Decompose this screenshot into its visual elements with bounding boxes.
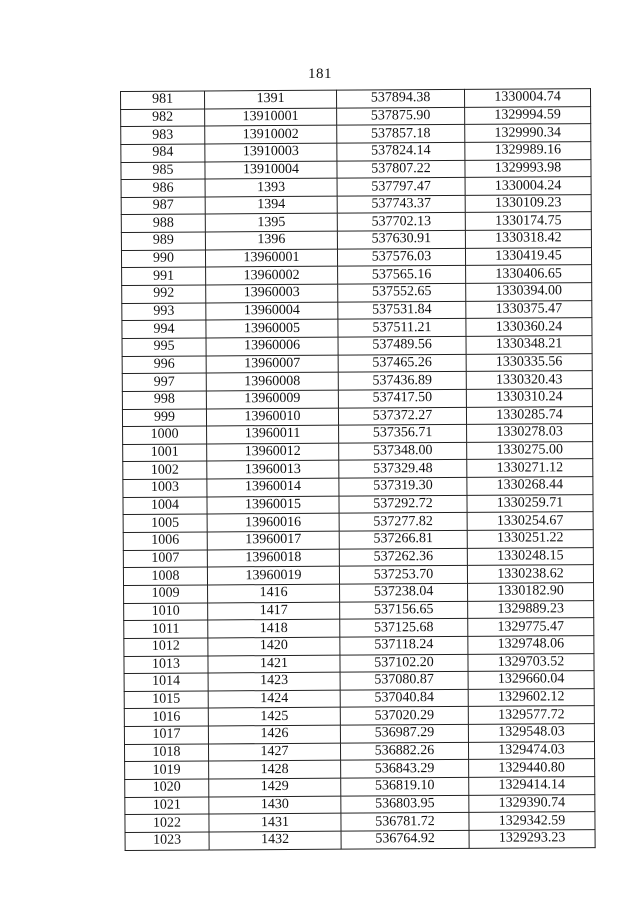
row-index-cell: 1013 [124,655,208,673]
x-coordinate-cell: 537080.87 [340,672,468,690]
row-index-cell: 1018 [124,744,208,762]
x-coordinate-cell: 537156.65 [340,601,468,619]
point-id-cell: 1423 [208,672,340,690]
point-id-cell: 1421 [208,655,340,673]
point-id-cell: 1432 [209,831,341,849]
point-id-cell: 13960003 [206,284,338,302]
x-coordinate-cell: 536882.26 [340,742,468,760]
x-coordinate-cell: 537238.04 [340,583,468,601]
point-id-cell: 13960010 [206,408,338,426]
x-coordinate-cell: 537875.90 [337,107,465,125]
x-coordinate-cell: 537630.91 [337,231,465,249]
y-coordinate-cell: 1329660.04 [468,671,594,689]
row-index-cell: 1000 [123,426,207,444]
x-coordinate-cell: 537372.27 [338,407,466,425]
y-coordinate-cell: 1330182.90 [468,583,594,601]
y-coordinate-cell: 1330259.71 [467,494,593,512]
point-id-cell: 1394 [205,196,337,214]
x-coordinate-cell: 537292.72 [339,495,467,513]
x-coordinate-cell: 537489.56 [338,336,466,354]
y-coordinate-cell: 1330375.47 [466,300,592,318]
point-id-cell: 1424 [208,690,340,708]
point-id-cell: 13960016 [207,514,339,532]
x-coordinate-cell: 537348.00 [339,442,467,460]
row-index-cell: 1016 [124,708,208,726]
row-index-cell: 1020 [125,779,209,797]
point-id-cell: 13960017 [207,531,339,549]
x-coordinate-cell: 537807.22 [337,160,465,178]
x-coordinate-cell: 537565.16 [338,266,466,284]
x-coordinate-cell: 537531.84 [338,301,466,319]
x-coordinate-cell: 537552.65 [338,283,466,301]
y-coordinate-cell: 1330248.15 [467,547,593,565]
point-id-cell: 13960013 [207,461,339,479]
row-index-cell: 1023 [125,832,209,850]
row-index-cell: 1007 [123,550,207,568]
row-index-cell: 988 [121,214,205,232]
y-coordinate-cell: 1330285.74 [466,406,592,424]
x-coordinate-cell: 537436.89 [338,372,466,390]
x-coordinate-cell: 537319.30 [339,477,467,495]
y-coordinate-cell: 1330271.12 [467,459,593,477]
y-coordinate-cell: 1329390.74 [469,794,595,812]
point-id-cell: 13960019 [207,566,339,584]
row-index-cell: 997 [122,373,206,391]
y-coordinate-cell: 1330254.67 [467,512,593,530]
row-index-cell: 996 [122,356,206,374]
row-index-cell: 987 [121,197,205,215]
x-coordinate-cell: 536764.92 [341,830,469,848]
row-index-cell: 1009 [124,585,208,603]
row-index-cell: 981 [121,91,205,109]
row-index-cell: 1015 [124,691,208,709]
y-coordinate-cell: 1329548.03 [468,724,594,742]
y-coordinate-cell: 1329414.14 [469,777,595,795]
row-index-cell: 1005 [123,514,207,532]
point-id-cell: 13960012 [207,443,339,461]
x-coordinate-cell: 537277.82 [339,513,467,531]
y-coordinate-cell: 1330268.44 [467,477,593,495]
page-number: 181 [308,66,332,82]
y-coordinate-cell: 1329989.16 [465,142,591,160]
row-index-cell: 1006 [123,532,207,550]
row-index-cell: 994 [122,320,206,338]
y-coordinate-cell: 1330004.24 [465,177,591,195]
row-index-cell: 1004 [123,497,207,515]
point-id-cell: 1425 [208,708,340,726]
x-coordinate-cell: 537797.47 [337,178,465,196]
point-id-cell: 13960005 [206,320,338,338]
y-coordinate-cell: 1330238.62 [467,565,593,583]
y-coordinate-cell: 1329342.59 [469,812,595,830]
y-coordinate-cell: 1330335.56 [466,353,592,371]
row-index-cell: 999 [122,409,206,427]
x-coordinate-cell: 537125.68 [340,619,468,637]
row-index-cell: 992 [122,285,206,303]
x-coordinate-cell: 537417.50 [338,389,466,407]
x-coordinate-cell: 537329.48 [339,460,467,478]
y-coordinate-cell: 1329990.34 [465,124,591,142]
point-id-cell: 1427 [208,743,340,761]
y-coordinate-cell: 1329889.23 [468,600,594,618]
x-coordinate-cell: 536987.29 [340,724,468,742]
row-index-cell: 1014 [124,673,208,691]
x-coordinate-cell: 537118.24 [340,636,468,654]
point-id-cell: 1395 [205,214,337,232]
row-index-cell: 1019 [125,761,209,779]
y-coordinate-cell: 1330318.42 [465,230,591,248]
point-id-cell: 13960018 [207,549,339,567]
point-id-cell: 13960015 [207,496,339,514]
point-id-cell: 1417 [208,602,340,620]
row-index-cell: 984 [121,144,205,162]
point-id-cell: 1391 [205,90,337,108]
y-coordinate-cell: 1329748.06 [468,635,594,653]
y-coordinate-cell: 1329440.80 [469,759,595,777]
point-id-cell: 1429 [209,778,341,796]
row-index-cell: 989 [121,232,205,250]
point-id-cell: 13960014 [207,478,339,496]
y-coordinate-cell: 1330275.00 [467,441,593,459]
x-coordinate-cell: 537102.20 [340,654,468,672]
y-coordinate-cell: 1329474.03 [468,741,594,759]
coordinates-sheet [120,88,595,850]
x-coordinate-cell: 537253.70 [339,566,467,584]
y-coordinate-cell: 1330004.74 [464,89,590,107]
x-coordinate-cell: 537266.81 [339,530,467,548]
x-coordinate-cell: 536843.29 [341,760,469,778]
y-coordinate-cell: 1330419.45 [465,247,591,265]
row-index-cell: 986 [121,179,205,197]
point-id-cell: 13960009 [206,390,338,408]
y-coordinate-cell: 1329994.59 [465,106,591,124]
row-index-cell: 1010 [124,603,208,621]
y-coordinate-cell: 1329293.23 [469,830,595,848]
point-id-cell: 1393 [205,178,337,196]
coordinates-table-body [121,89,596,850]
point-id-cell: 13960007 [206,355,338,373]
point-id-cell: 13910004 [205,161,337,179]
point-id-cell: 13910003 [205,143,337,161]
row-index-cell: 982 [121,109,205,127]
x-coordinate-cell: 537857.18 [337,125,465,143]
row-index-cell: 1017 [124,726,208,744]
row-index-cell: 985 [121,162,205,180]
point-id-cell: 1428 [209,761,341,779]
row-index-cell: 991 [122,267,206,285]
row-index-cell: 1022 [125,814,209,832]
point-id-cell: 13960011 [207,425,339,443]
point-id-cell: 1418 [208,619,340,637]
row-index-cell: 1001 [123,444,207,462]
x-coordinate-cell: 537262.36 [339,548,467,566]
point-id-cell: 13910001 [205,108,337,126]
coordinates-table [120,88,596,850]
row-index-cell: 998 [122,391,206,409]
y-coordinate-cell: 1330251.22 [467,530,593,548]
x-coordinate-cell: 536819.10 [341,777,469,795]
x-coordinate-cell: 537511.21 [338,319,466,337]
point-id-cell: 1420 [208,637,340,655]
point-id-cell: 1430 [209,796,341,814]
y-coordinate-cell: 1330310.24 [466,389,592,407]
x-coordinate-cell: 537040.84 [340,689,468,707]
point-id-cell: 1416 [208,584,340,602]
row-index-cell: 983 [121,126,205,144]
y-coordinate-cell: 1330174.75 [465,212,591,230]
row-index-cell: 1008 [123,567,207,585]
point-id-cell: 1431 [209,813,341,831]
x-coordinate-cell: 537020.29 [340,707,468,725]
row-index-cell: 1011 [124,620,208,638]
x-coordinate-cell: 537702.13 [337,213,465,231]
table-row [125,830,595,851]
y-coordinate-cell: 1330109.23 [465,194,591,212]
x-coordinate-cell: 537894.38 [336,89,464,107]
point-id-cell: 1426 [208,725,340,743]
point-id-cell: 13960002 [206,267,338,285]
y-coordinate-cell: 1330348.21 [466,336,592,354]
point-id-cell: 13910002 [205,125,337,143]
row-index-cell: 1012 [124,638,208,656]
x-coordinate-cell: 537356.71 [339,425,467,443]
x-coordinate-cell: 537465.26 [338,354,466,372]
x-coordinate-cell: 536803.95 [341,795,469,813]
row-index-cell: 995 [122,338,206,356]
point-id-cell: 1396 [205,231,337,249]
y-coordinate-cell: 1329602.12 [468,688,594,706]
point-id-cell: 13960006 [206,337,338,355]
x-coordinate-cell: 537743.37 [337,195,465,213]
y-coordinate-cell: 1329993.98 [465,159,591,177]
row-index-cell: 1021 [125,797,209,815]
point-id-cell: 13960008 [206,372,338,390]
point-id-cell: 13960004 [206,302,338,320]
row-index-cell: 990 [121,250,205,268]
row-index-cell: 1003 [123,479,207,497]
point-id-cell: 13960001 [205,249,337,267]
x-coordinate-cell: 537576.03 [337,248,465,266]
y-coordinate-cell: 1330360.24 [466,318,592,336]
y-coordinate-cell: 1330394.00 [466,283,592,301]
row-index-cell: 993 [122,303,206,321]
y-coordinate-cell: 1330278.03 [467,424,593,442]
x-coordinate-cell: 537824.14 [337,142,465,160]
x-coordinate-cell: 536781.72 [341,813,469,831]
y-coordinate-cell: 1329775.47 [468,618,594,636]
y-coordinate-cell: 1330406.65 [466,265,592,283]
y-coordinate-cell: 1330320.43 [466,371,592,389]
y-coordinate-cell: 1329577.72 [468,706,594,724]
row-index-cell: 1002 [123,461,207,479]
y-coordinate-cell: 1329703.52 [468,653,594,671]
